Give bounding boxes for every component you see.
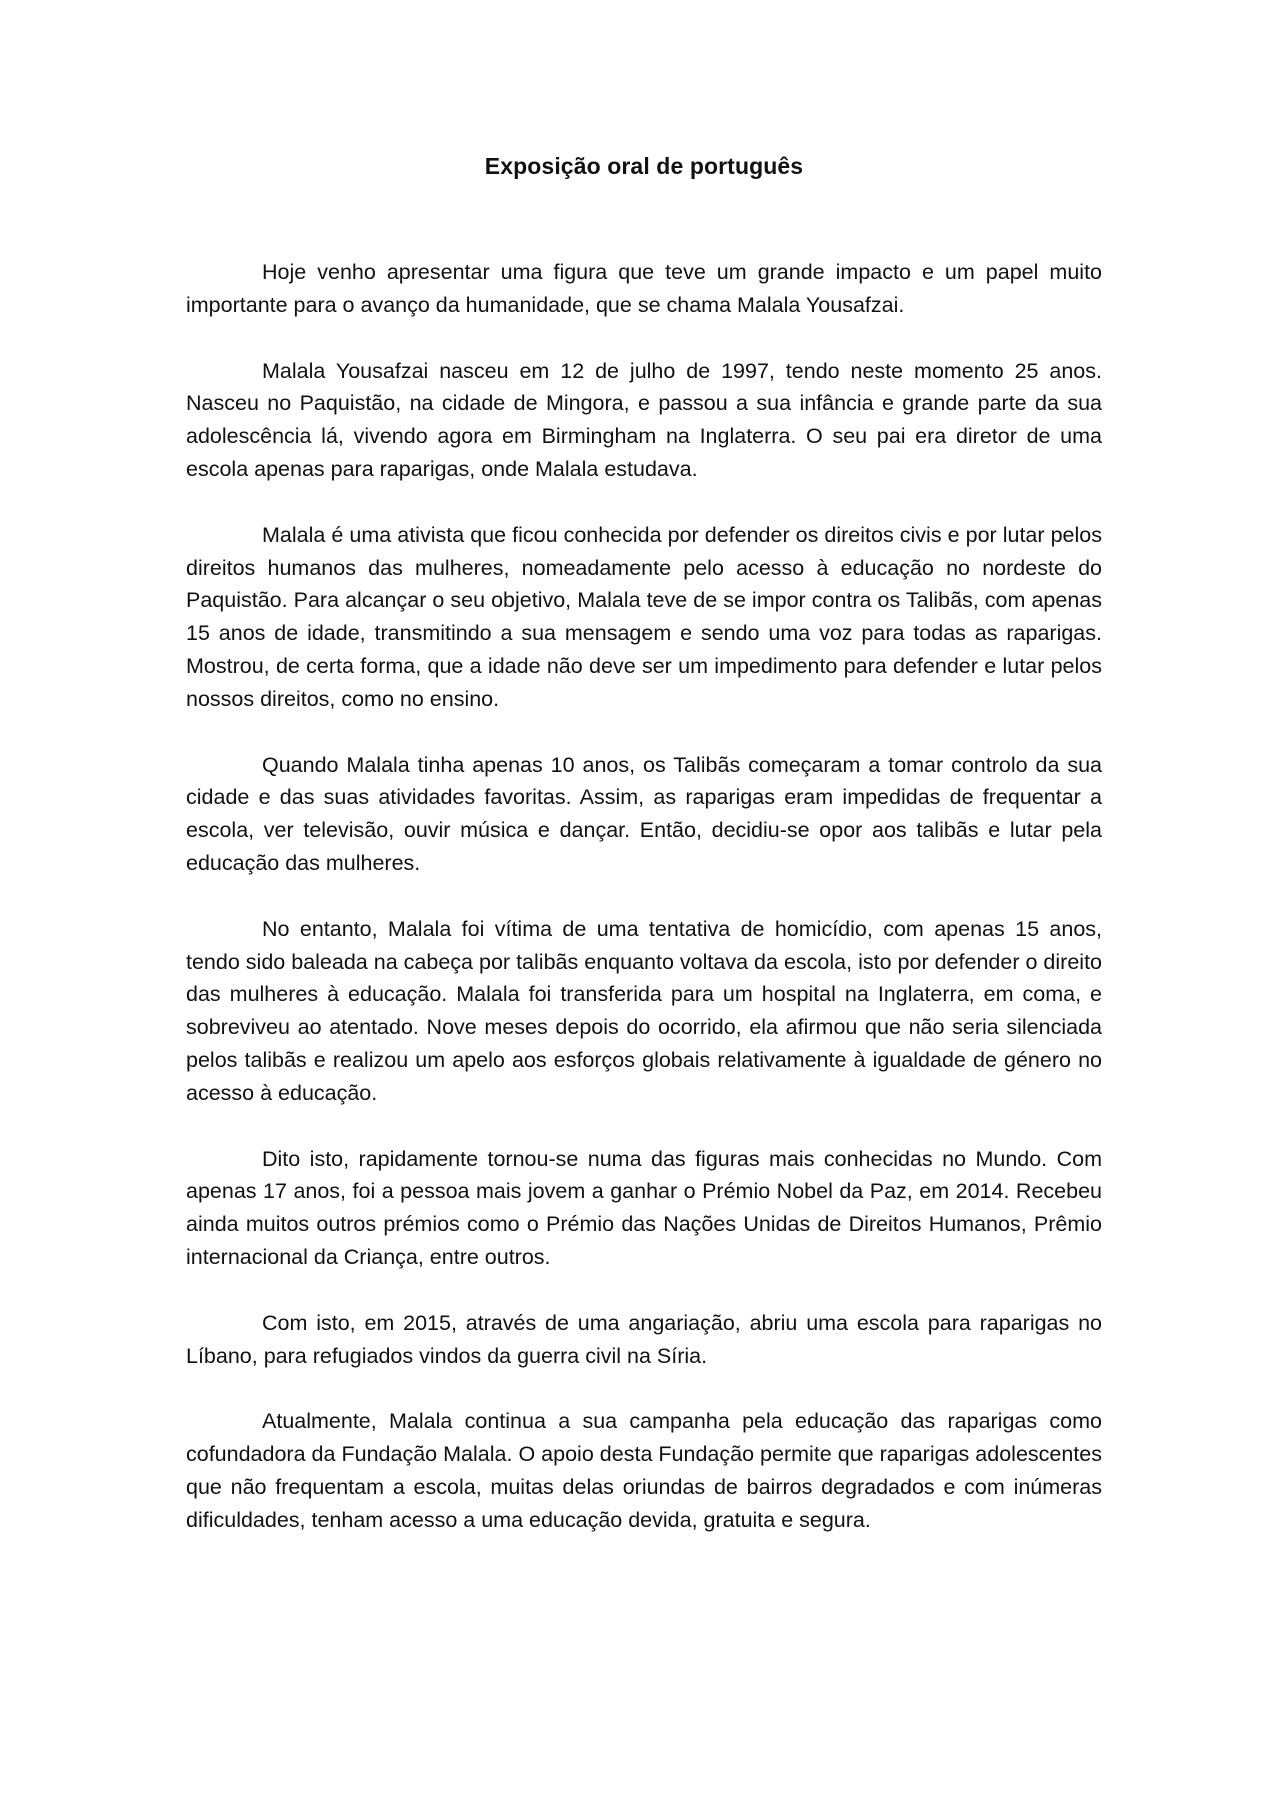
paragraph-assassination-attempt: No entanto, Malala foi vítima de uma tentativa de homicídio, com apenas 15 anos, tendo sido baleada na cabeça por talibãs enquanto voltava da escola, isto por defender o direito das mulheres à educação. Malala foi transferida para um hospital na Inglaterra, em coma, e sobreviveu ao atentado. Nove meses depois do ocorrido, ela afirmou que não seria silenciada pelos talibãs e realizou um apelo aos esforços globais relativamente à igualdade de género no acesso à educação.: [186, 916, 1102, 1105]
document-title: Exposição oral de português: [484, 153, 804, 179]
paragraph-malala-fund: Atualmente, Malala continua a sua campanha pela educação das raparigas como cofundadora da Fundação Malala. O apoio desta Fundação permite que raparigas adolescentes que não frequentam a escola, muitas delas oriundas de bairros degradados e com inúmeras dificuldades, tenham acesso a uma educação devida, gratuita e segura.: [186, 1409, 1102, 1532]
paragraph-activism: Malala é uma ativista que ficou conhecida por defender os direitos civis e por lutar pelos direitos humanos das mulheres, nomeadamente pelo acesso à educação no nordeste do Paquistão. Para alcançar o seu objetivo, Malala teve de se impor contra os Talibãs, com apenas 15 anos de idade, transmitindo a sua mensagem e sendo uma voz para todas as raparigas. Mostrou, de certa forma, que a idade não deve ser um impedimento para defender e lutar pelos nossos direitos, como no ensino.: [186, 522, 1102, 711]
paragraph-taliban-control: Quando Malala tinha apenas 10 anos, os Talibãs começaram a tomar controlo da sua cidade e das suas atividades favoritas. Assim, as raparigas eram impedidas de frequentar a escola, ver televisão, ouvir música e dançar. Então, decidiu-se opor aos talibãs e lutar pela educação das mulheres.: [186, 752, 1102, 875]
paragraph-nobel-prize: Dito isto, rapidamente tornou-se numa das figuras mais conhecidas no Mundo. Com apenas 17 anos, foi a pessoa mais jovem a ganhar o Prémio Nobel da Paz, em 2014. Recebeu ainda muitos outros prémios como o Prémio das Nações Unidas de Direitos Humanos, Prêmio internacional da Criança, entre outros.: [186, 1146, 1102, 1269]
paragraph-introduction: Hoje venho apresentar uma figura que teve um grande impacto e um papel muito importante para o avanço da humanidade, que se chama Malala Yousafzai.: [186, 260, 1102, 317]
document-page: [186, 150, 1102, 1570]
paragraph-lebanon-school: Com isto, em 2015, através de uma angariação, abriu uma escola para raparigas no Líbano, para refugiados vindos da guerra civil na Síria.: [186, 1310, 1102, 1368]
paragraph-biography: Malala Yousafzai nasceu em 12 de julho de 1997, tendo neste momento 25 anos. Nasceu no Paquistão, na cidade de Mingora, e passou a sua infância e grande parte da sua adolescência lá, vivendo agora em Birmingham na Inglaterra. O seu pai era diretor de uma escola apenas para raparigas, onde Malala estudava.: [186, 358, 1102, 481]
